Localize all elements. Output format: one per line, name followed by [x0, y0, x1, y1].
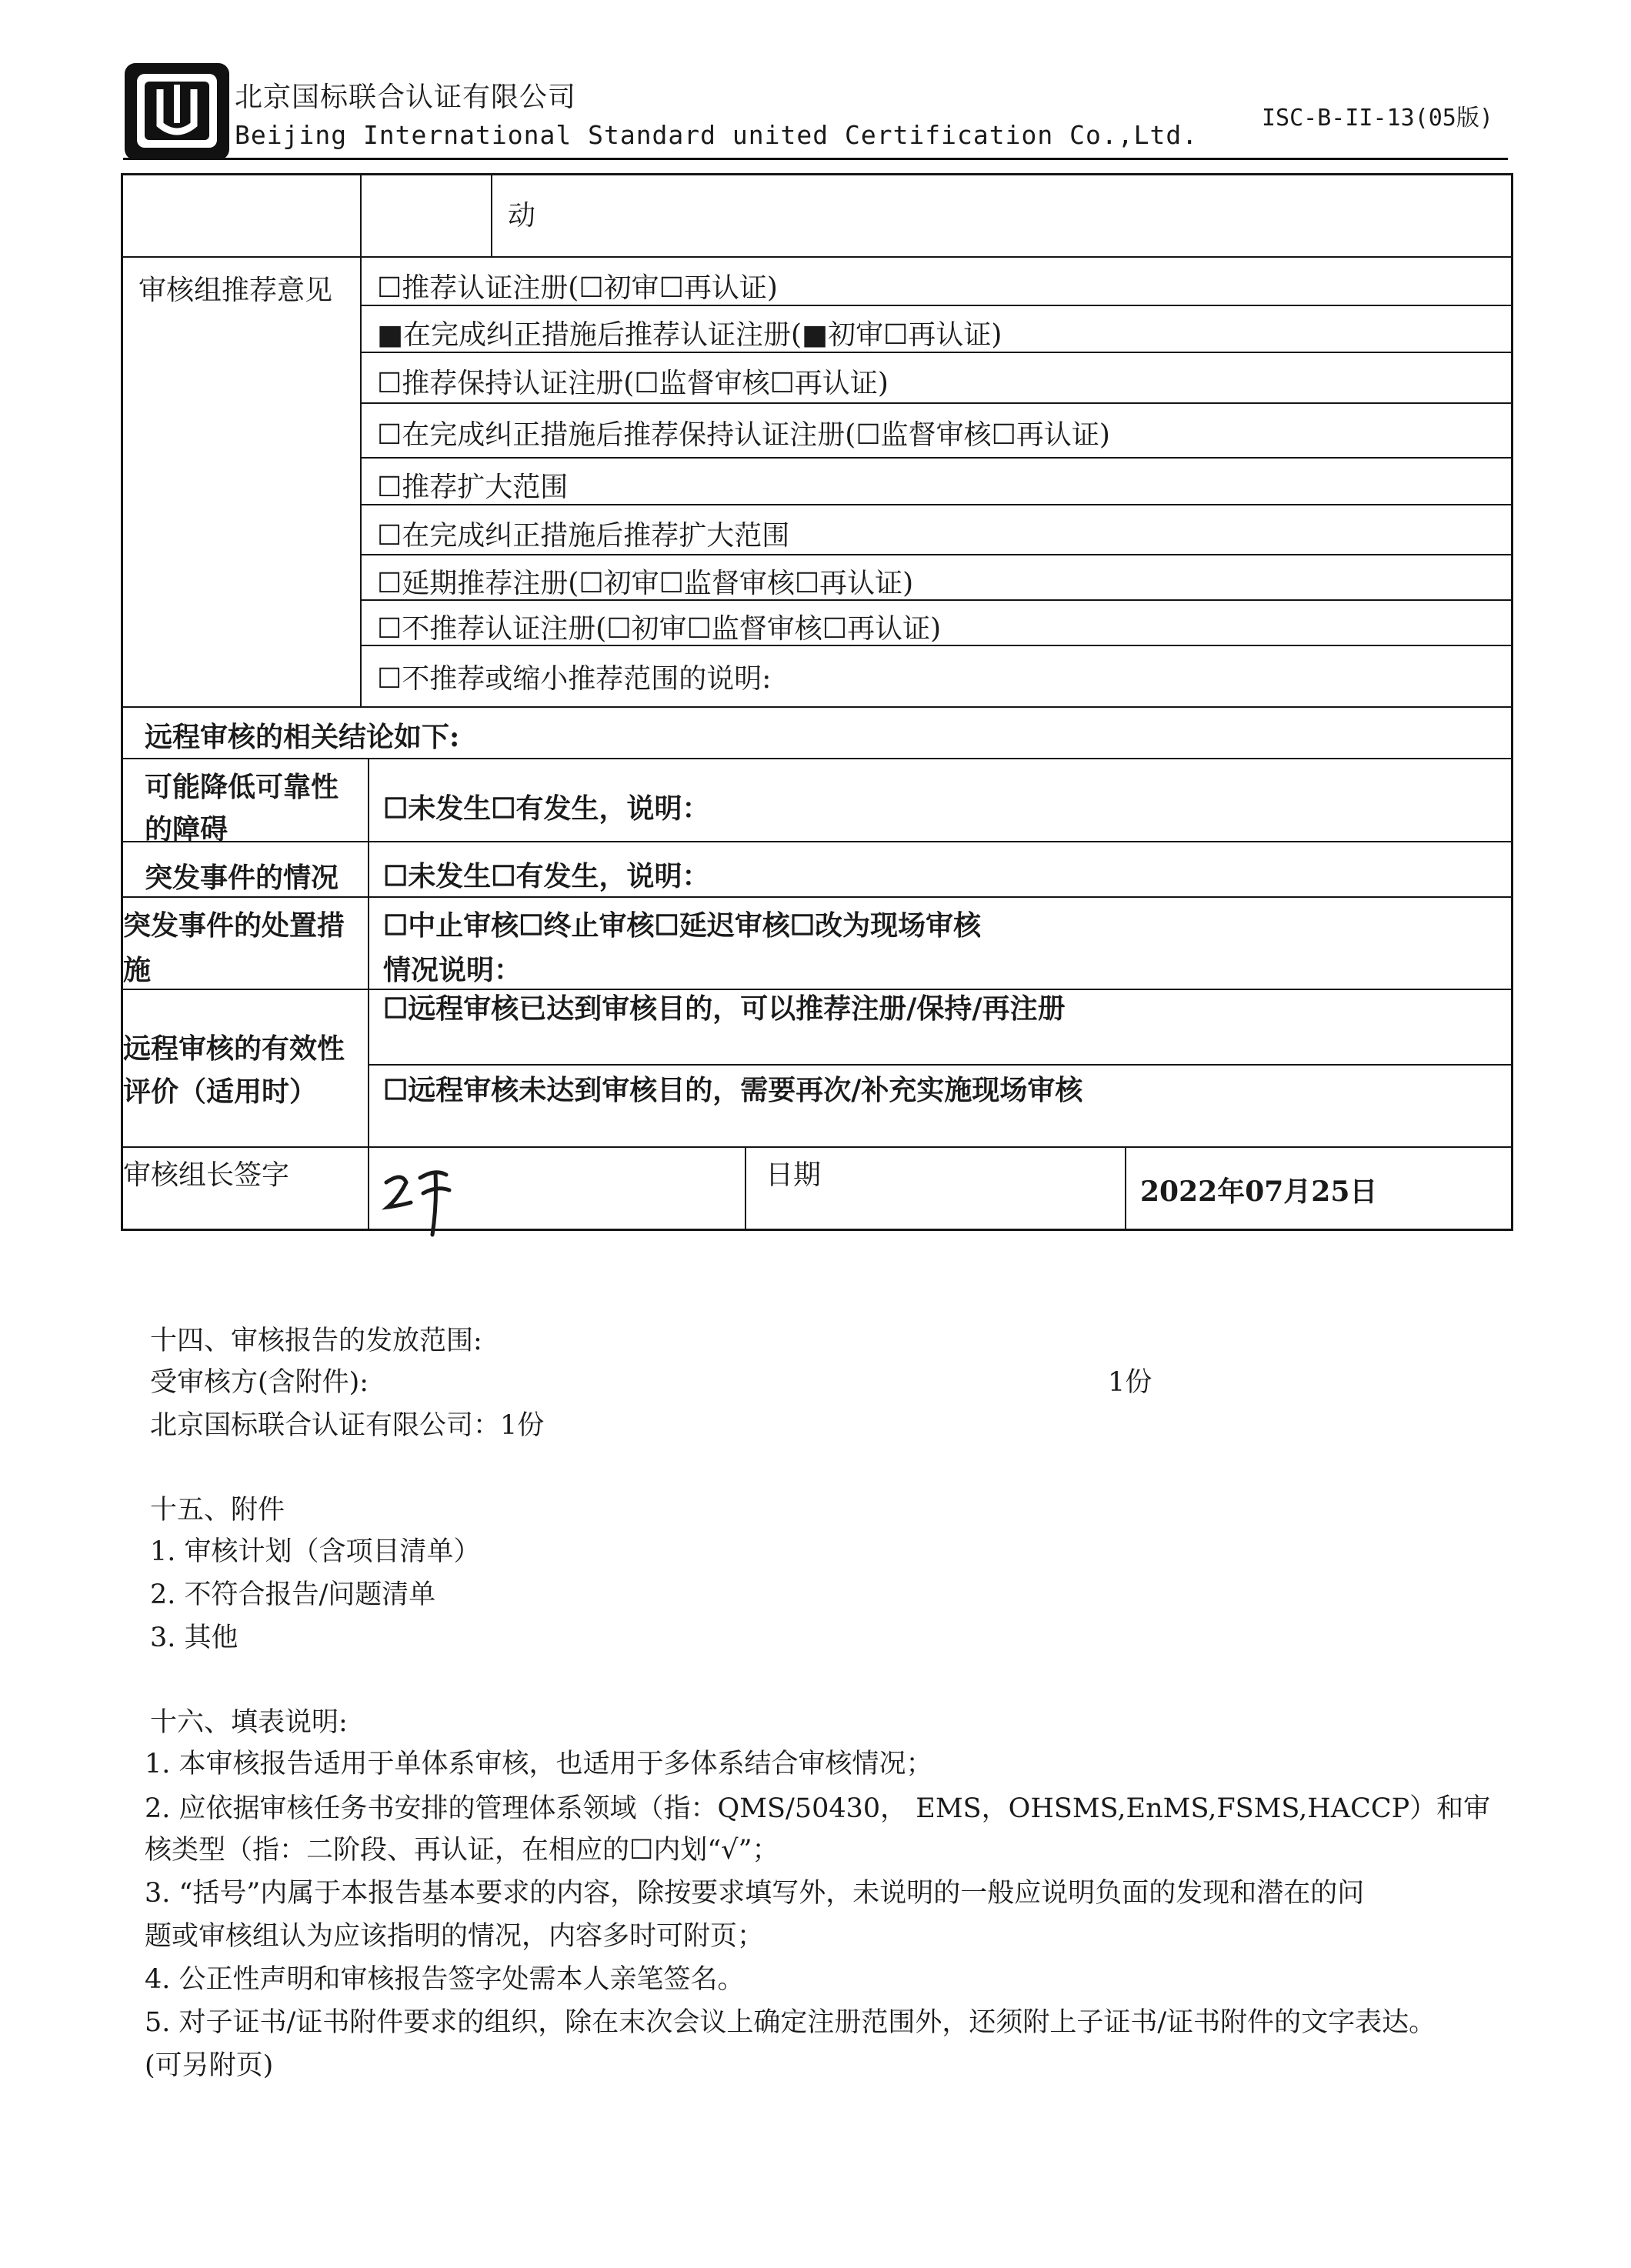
- reliability-value[interactable]: ☐未发生☐有发生，说明：: [383, 792, 710, 825]
- reliability-label: 可能降低可靠性: [145, 771, 339, 803]
- continuation-text: 动: [508, 200, 536, 232]
- recommend-option[interactable]: ■在完成纠正措施后推荐认证注册(■初审☐再认证): [377, 319, 1002, 351]
- distribution-company: 北京国标联合认证有限公司：1份: [150, 1410, 545, 1441]
- handling-description[interactable]: 情况说明：: [383, 954, 522, 986]
- attachment-item: 2. 不符合报告/问题清单: [150, 1579, 436, 1610]
- recommend-option[interactable]: ☐推荐扩大范围: [377, 472, 569, 503]
- distribution-auditee: 受审核方(含附件):: [150, 1367, 369, 1398]
- effectiveness-label: 远程审核的有效性: [123, 1032, 345, 1065]
- recommend-option[interactable]: ☐不推荐认证注册(☐初审☐监督审核☐再认证): [377, 613, 942, 645]
- attachments-title: 十五、附件: [150, 1495, 285, 1526]
- handling-label: 施: [123, 954, 152, 986]
- effectiveness-option[interactable]: ☐远程审核未达到审核目的，需要再次/补充实施现场审核: [383, 1074, 1083, 1106]
- company-name-cn: 北京国标联合认证有限公司: [235, 82, 577, 113]
- emergency-value[interactable]: ☐未发生☐有发生，说明：: [383, 860, 710, 892]
- instruction-line: 5. 对子证书/证书附件要求的组织，除在末次会议上确定注册范围外，还须附上子证书/证书附件的文字表达。: [145, 2007, 1436, 2038]
- table-divider-date-value: [1125, 1146, 1126, 1229]
- row-line: [121, 706, 1513, 708]
- recommend-option[interactable]: ☐在完成纠正措施后推荐扩大范围: [377, 520, 790, 552]
- table-border-bottom: [121, 1229, 1513, 1231]
- instruction-line: 2. 应依据审核任务书安排的管理体系领域（指：QMS/50430， EMS，OHSMS,EnMS,FSMS,HACCP）和审: [145, 1793, 1491, 1824]
- effectiveness-label: 评价（适用时）: [123, 1076, 318, 1108]
- row-line: [121, 758, 1513, 759]
- row-line: [121, 1146, 1513, 1148]
- effectiveness-option[interactable]: ☐远程审核已达到审核目的，可以推荐注册/保持/再注册: [383, 992, 1066, 1025]
- instructions-title: 十六、填表说明:: [150, 1707, 348, 1738]
- table-divider-label: [360, 173, 362, 708]
- instruction-line: 核类型（指：二阶段、再认证，在相应的☐内划“√”；: [145, 1835, 779, 1866]
- row-line: [121, 256, 1513, 258]
- company-name-en: Beijing International Standard united Certification Co.,Ltd.: [235, 120, 1199, 150]
- instruction-line: 题或审核组认为应该指明的情况，内容多时可附页；: [145, 1921, 765, 1952]
- recommend-option[interactable]: ☐推荐保持认证注册(☐监督审核☐再认证): [377, 368, 889, 399]
- date-value[interactable]: 2022年07月25日: [1140, 1176, 1378, 1208]
- instruction-line: 1. 本审核报告适用于单体系审核，也适用于多体系结合审核情况；: [145, 1749, 933, 1779]
- remote-header: 远程审核的相关结论如下:: [145, 721, 460, 753]
- row-line: [360, 457, 1513, 459]
- reliability-label: 的障碍: [145, 813, 228, 845]
- company-logo-icon: [123, 62, 231, 162]
- handwritten-signature: [375, 1158, 468, 1242]
- handling-value[interactable]: ☐中止审核☐终止审核☐延迟审核☐改为现场审核: [383, 909, 982, 942]
- row-line: [121, 989, 1513, 990]
- signature-label: 审核组长签字: [123, 1159, 290, 1191]
- recommend-option[interactable]: ☐在完成纠正措施后推荐保持认证注册(☐监督审核☐再认证): [377, 419, 1110, 451]
- recommend-option[interactable]: ☐推荐认证注册(☐初审☐再认证): [377, 272, 778, 304]
- instruction-line: 4. 公正性声明和审核报告签字处需本人亲笔签名。: [145, 1964, 745, 1995]
- form-code: ISC-B-II-13(05版): [1262, 105, 1493, 132]
- row-line: [121, 896, 1513, 898]
- recommend-option[interactable]: ☐延期推荐注册(☐初审☐监督审核☐再认证): [377, 568, 914, 599]
- recommend-option[interactable]: ☐不推荐或缩小推荐范围的说明:: [377, 663, 772, 695]
- attachment-item: 3. 其他: [150, 1623, 238, 1653]
- emergency-label: 突发事件的情况: [145, 862, 339, 894]
- header-rule: [123, 158, 1508, 160]
- distribution-title: 十四、审核报告的发放范围:: [150, 1326, 482, 1356]
- table-divider-remote: [368, 758, 369, 1229]
- row-line: [360, 402, 1513, 404]
- distribution-auditee-count: 1份: [1108, 1367, 1152, 1398]
- instruction-line: 3. “括号”内属于本报告基本要求的内容，除按要求填写外，未说明的一般应说明负面的发现和潜在的问: [145, 1878, 1365, 1909]
- attachment-item: 1. 审核计划（含项目清单）: [150, 1536, 481, 1567]
- table-divider-continuation: [491, 173, 492, 256]
- table-border-left: [121, 173, 123, 1231]
- table-border-top: [121, 173, 1513, 175]
- recommend-label: 审核组推荐意见: [138, 275, 333, 306]
- handling-label: 突发事件的处置措: [123, 909, 345, 942]
- instruction-line: (可另附页): [145, 2050, 274, 2081]
- table-border-right: [1511, 173, 1513, 1231]
- row-line: [368, 1064, 1513, 1066]
- row-line: [121, 841, 1513, 842]
- table-divider-date-label: [745, 1146, 746, 1229]
- date-label: 日期: [765, 1159, 822, 1191]
